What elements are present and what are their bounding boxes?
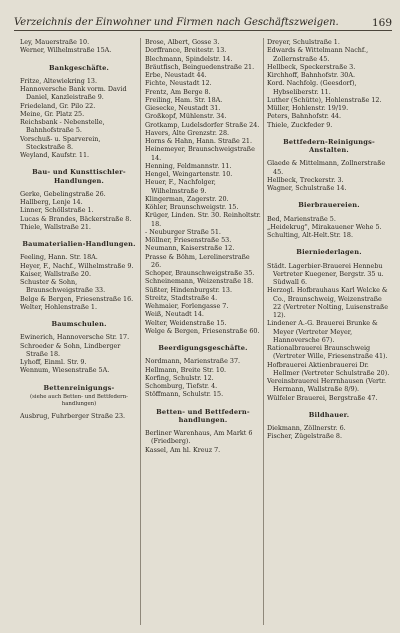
directory-entry: Süßter, Hindenburgstr. 13. [145, 285, 233, 294]
directory-entry: Kassel, Am hl. Kreuz 7. [145, 445, 221, 454]
directory-entry: Ewinerich, Hannoversche Str. 17. [20, 333, 130, 342]
directory-entry: Schomburg, Tiefstr. 4. [145, 382, 218, 390]
directory-entry: Nordmann, Marienstraße 37. [145, 357, 241, 366]
directory-entry: Horns & Hahn, Hann. Straße 21. [145, 137, 253, 145]
directory-entry: Lyhoff, Einml. Str. 9. [20, 358, 87, 366]
directory-entry: „Heidekrug", Mirakauener Wehe 5. [267, 222, 382, 231]
directory-entry: Bräutfisch, Beinguedenstraße 21. [145, 62, 255, 71]
directory-entry: Blechmann, Spindelstr. 14. [145, 54, 233, 63]
directory-entry: Thiele, Zuckfeder 9. [267, 120, 333, 129]
directory-entry: Belge & Bergen, Friesenstraße 16. [20, 294, 134, 303]
directory-entry: Brose, Albert, Gosse 3. [145, 38, 220, 46]
section-heading: Bettenreinigungs- [43, 383, 115, 392]
directory-entry: Frentz, Am Berge 8. [145, 87, 211, 96]
directory-entry: Schulting, Alt-Helt.Str. 18. [267, 231, 354, 239]
directory-entry: Herzogl. Hofbrauhaus Karl Welcke & Co., Braunschweig, Weizenstraße 22 (Vertreter Nolting, Luisenstraße 12). [267, 286, 389, 319]
directory-entry: Wülfeler Brauerei, Bergstraße 47. [267, 393, 378, 402]
directory-entry: Vorschuß- u. Sparverein, Steckstraße 8. [20, 134, 101, 151]
page-number: 169 [371, 17, 392, 29]
section-heading: Bierbrauereien. [298, 201, 360, 210]
directory-entry: Hengel, Weingartenstr. 10. [145, 170, 233, 178]
directory-entry: Rationalbrauerei Braunschweig (Vertreter Wille, Friesenstraße 41). [267, 344, 388, 361]
section-heading: Bettfedern-Reinigungs-Anstalten. [283, 137, 375, 154]
directory-entry: Edwards & Wittelmann Nachf., Zollernstraße 45. [267, 46, 369, 63]
directory-entry: Thiele, Wallstraße 21. [20, 222, 91, 231]
directory-entry: Großkopf, Mühlenstr. 34. [145, 112, 227, 121]
directory-entry: Heyer, F., Nachf., Wilhelmstraße 9. [20, 261, 134, 270]
directory-entry: Henning, Feldmannstr. 11. [145, 161, 232, 170]
directory-entry: Kord. Nachfolg. (Geesdorf), Hybseliberstr. 11. [267, 79, 357, 96]
directory-entry: Städt. Lagerbier-Brauerei Hennebu Vertreter Kuegener, Bergstr. 35 u. Südwall 6. [267, 261, 384, 286]
directory-entry: Grotkamp, Ludelsdorfer Straße 24. [145, 120, 260, 129]
directory-entry: Wagner, Schulstraße 14. [267, 184, 347, 192]
directory-entry: Fichte, Neustadt 12. [145, 79, 212, 88]
directory-entry: Fritze, Altewiekring 13. [20, 76, 97, 85]
directory-entry: Hellbeck, Speckerstraße 3. [267, 62, 356, 71]
directory-entry: Lucas & Brandes, Bäckerstraße 8. [20, 214, 132, 223]
section-heading: Bildhauer. [308, 410, 350, 419]
directory-entry: Havers, Alte Grenzstr. 28. [145, 128, 230, 137]
directory-entry: Schuster & Sohn, Braunschweigstraße 33. [20, 278, 106, 295]
directory-entry: Glaede & Mittelmann, Zollnerstraße 45. [267, 159, 386, 176]
directory-entry: Stöffmann, Schulstr. 15. [145, 390, 224, 399]
directory-entry: Peters, Bahnhofstr. 44. [267, 112, 342, 121]
directory-entry: Reichsbank - Nebenstelle, Bahnhofstraße 5. [20, 118, 105, 135]
page-title: Verzeichnis der Einwohner und Firmen nach Geschäftszweigen. [14, 17, 339, 28]
directory-entry: Heuer, F., Nachfolger, Wilhelmstraße 9. [145, 178, 216, 195]
directory-entry: Gerke, Gebelingstraße 26. [20, 189, 106, 198]
directory-entry: Prasse & Böhm, Lerelinerstraße 26. [145, 252, 250, 269]
section-heading: Bankgeschäfte. [49, 63, 109, 72]
directory-entry: Müller, Hohlenstr. 19/19. [267, 104, 349, 112]
directory-entry: Heinemeyer, Braunschweigstraße 14. [145, 145, 255, 162]
directory-entry: Ausbrug, Fuhrberger Straße 23. [20, 411, 126, 420]
column-divider [263, 38, 264, 625]
directory-entry: Hofbrauerei Aktienbrauerei Dr. Hellmer (Vertreter Schulstraße 20). [267, 360, 390, 377]
directory-entry: - Neuburger Straße 51. [145, 227, 221, 236]
section-heading: Baumaterialien-Handlungen. [22, 240, 136, 248]
directory-entry: Möllner, Friesenstraße 53. [145, 236, 232, 244]
directory-entry: Krüger, Linden. Str. 30. Reinholtstr. 18. [145, 211, 261, 228]
directory-entry: Diekmann, Zöllnerstr. 6. [267, 424, 346, 432]
directory-entry: Feeling, Hann. Str. 18A. [20, 253, 98, 262]
directory-entry: Klingerman, Zagerstr. 20. [145, 194, 229, 203]
directory-entry: Linner, Schöllstraße 1. [20, 206, 94, 215]
directory-entry: Köhler, Braunschweigstr. 15. [145, 203, 239, 211]
directory-entry: Ley, Mauerstraße 10. [20, 38, 90, 46]
section-heading: Betten- und Bettfedern-handlungen. [156, 407, 250, 424]
directory-entry: Neumann, Kaiserstraße 12. [145, 244, 235, 253]
directory-entry: Dreyer, Schulstraße 1. [267, 38, 340, 46]
directory-entry: Schoper, Braunschweigstraße 35. [145, 269, 255, 277]
directory-entry: Berliner Warenhaus, Am Markt 6 (Friedberg). [145, 429, 253, 446]
directory-entry: Korfing, Schulstr. 12. [145, 373, 214, 382]
page-header [14, 14, 392, 31]
directory-entry: Giesecke, Neustadt 31. [145, 104, 221, 112]
directory-entry: Welter, Hohlenstraße 1. [20, 302, 98, 311]
directory-entry: Bed, Marienstraße 5. [267, 214, 336, 223]
directory-entry: Hellmann, Breite Str. 10. [145, 365, 227, 374]
section-heading: Beerdigungsgeschäfte. [158, 344, 248, 352]
directory-entry: Freiling, Ham. Str. 18A. [145, 95, 223, 104]
directory-entry: Weiß, Neutadt 14. [145, 310, 204, 319]
directory-entry: Hannoversche Bank vorm. David Daniel, Kanzleistraße 9. [20, 85, 127, 102]
directory-entry: Schroeder & Sohn, Lindberger Straße 18. [20, 341, 121, 358]
section-heading: Bierniederlagen. [296, 248, 362, 257]
directory-entry: Hellbeck, Treckerstr. 3. [267, 175, 344, 184]
directory-entry: Meine, Gr. Platz 25. [20, 109, 85, 118]
directory-entry: Kirchhoff, Bahnhofstr. 30A. [267, 71, 356, 79]
directory-column-3 [267, 38, 391, 627]
directory-entry: Werner, Wilhelmstraße 15A. [20, 46, 112, 55]
directory-entry: Hallberg, Lenje 14. [20, 198, 83, 206]
directory-column-2 [145, 38, 261, 627]
column-divider [140, 38, 141, 625]
directory-entry: Wennum, Wiesenstraße 5A. [20, 366, 110, 375]
directory-entry: Welter, Weidenstraße 15. [145, 318, 227, 327]
directory-entry: Kaiser, Wallstraße 20. [20, 269, 91, 278]
directory-entry: Luther (Schütte), Hohlenstraße 12. [267, 95, 382, 104]
directory-entry: Fischer, Zügelstraße 8. [267, 432, 343, 441]
directory-entry: Erbe, Neustadt 44. [145, 71, 207, 79]
section-heading: Baumschulen. [51, 320, 107, 328]
directory-column-1 [20, 38, 138, 627]
directory-entry: Schneinemann, Weizenstraße 18. [145, 277, 254, 286]
directory-entry: Welge & Bergen, Friesenstraße 60. [145, 326, 260, 335]
directory-entry: Friedeland, Gr. Pilo 22. [20, 101, 96, 110]
directory-entry: Lindener A.-G. Brauerei Brunke & Meyer (Vertreter Meyer, Hannoversche 67). [267, 319, 378, 344]
directory-entry: Weyland, Kaufstr. 11. [20, 151, 90, 159]
directory-entry: Streitz, Stadtstraße 4. [145, 293, 218, 302]
directory-entry: Vereinsbrauerei Herrnhausen (Vertr. Hermann, Wallstraße 8/9). [267, 377, 386, 394]
directory-entry: Wehmaier, Forlengasse 7. [145, 302, 229, 310]
directory-entry: Dorffrance, Breitestr. 13. [145, 46, 227, 55]
section-heading: Bau- und Kunsttischler-Handlungen. [32, 168, 126, 185]
section-note: (siehe auch Betten- und Bettfedern-handlungen) [29, 393, 129, 407]
